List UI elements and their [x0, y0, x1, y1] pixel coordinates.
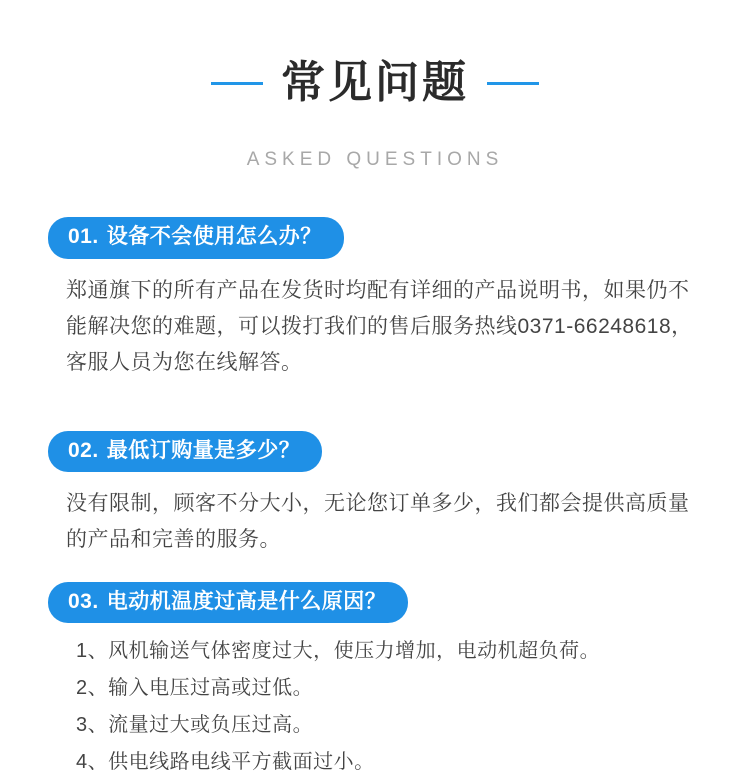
faq-number-3: 03.	[68, 590, 99, 614]
spacer-2	[48, 566, 704, 582]
faq-answer-text-1: 郑通旗下的所有产品在发货时均配有详细的产品说明书，如果仍不能解决您的难题，可以拨打我们的售后服务热线0371-66248618，客服人员为您在线解答。	[66, 278, 693, 374]
title-rule-right	[487, 82, 539, 85]
page-subtitle: ASKED QUESTIONS	[246, 149, 504, 171]
faq-item-3	[48, 582, 704, 781]
faq-answer-1	[48, 273, 704, 381]
spacer-1	[48, 389, 704, 431]
faq-answer-line: 3、流量过大或负压过高。	[76, 714, 314, 737]
faq-question-text-3: 电动机温度过高是什么原因？	[106, 590, 387, 614]
faq-item-1	[48, 217, 704, 381]
faq-number-1: 01.	[68, 225, 99, 249]
faq-answer-text-2: 没有限制，顾客不分大小，无论您订单多少，我们都会提供高质量的产品和完善的服务。	[66, 492, 690, 552]
faq-answer-line: 1、风机输送气体密度过大，使压力增加，电动机超负荷。	[76, 640, 601, 663]
faq-question-text-2: 最低订购量是多少？	[106, 438, 301, 462]
faq-item-2	[48, 431, 704, 558]
faq-question-badge-3[interactable]	[48, 582, 408, 623]
faq-question-text-1: 设备不会使用怎么办？	[106, 225, 322, 249]
faq-answer-line: 4、供电线路电线平方截面过小。	[76, 751, 375, 774]
title-row	[0, 30, 750, 137]
faq-number-2: 02.	[68, 438, 99, 462]
page-title: 常见问题	[281, 58, 469, 108]
faq-list	[0, 217, 750, 781]
title-rule-left	[211, 82, 263, 85]
faq-answer-line: 2、输入电压过高或过低。	[76, 677, 314, 700]
faq-answer-3	[48, 633, 704, 781]
page-header	[0, 0, 750, 171]
faq-answer-2	[48, 486, 704, 558]
faq-question-badge-1[interactable]	[48, 217, 344, 258]
faq-question-badge-2[interactable]	[48, 431, 322, 472]
